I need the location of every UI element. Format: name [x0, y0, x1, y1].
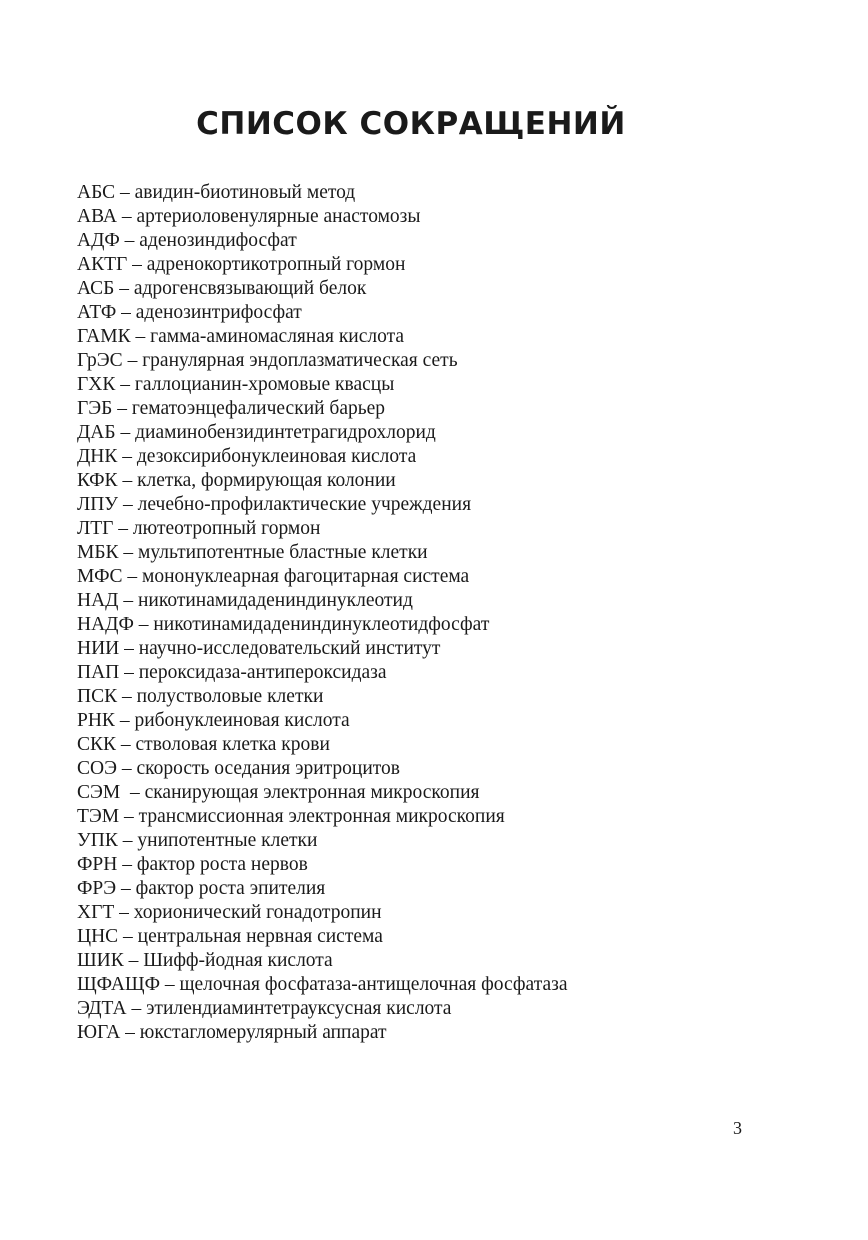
abbreviation-definition: авидин-биотиновый метод: [134, 182, 356, 203]
abbreviation-definition: адрогенсвязывающий белок: [133, 278, 367, 299]
abbreviation-entry: [77, 925, 567, 949]
abbreviation-term: МФС: [77, 566, 123, 587]
abbreviation-definition: трансмиссионная электронная микроскопия: [138, 806, 505, 827]
abbreviation-term: ГЭБ: [77, 398, 113, 419]
abbreviation-entry: [77, 589, 567, 613]
abbreviation-entry: [77, 613, 567, 637]
abbreviation-entry: [77, 1021, 567, 1045]
abbreviation-definition: стволовая клетка крови: [135, 734, 330, 755]
abbreviation-entry: [77, 757, 567, 781]
abbreviation-entry: [77, 445, 567, 469]
abbreviation-entry: [77, 685, 567, 709]
abbreviation-definition: дезоксирибонуклеиновая кислота: [136, 446, 417, 467]
abbreviation-entry: [77, 325, 567, 349]
abbreviation-dash: –: [116, 758, 137, 779]
abbreviation-dash: –: [115, 422, 136, 443]
abbreviation-definition: мультипотентные бластные клетки: [138, 542, 428, 563]
abbreviation-dash: –: [116, 734, 136, 755]
abbreviation-definition: гематоэнцефалический барьер: [131, 398, 386, 419]
abbreviation-term: ЛТГ: [77, 518, 114, 539]
abbreviation-term: АБС: [77, 182, 116, 203]
abbreviation-term: ЩФАЩФ: [77, 974, 161, 995]
abbreviation-dash: –: [119, 806, 139, 827]
abbreviation-dash: –: [126, 998, 147, 1019]
abbreviation-term: ЮГА: [77, 1022, 121, 1043]
abbreviation-term: НАДФ: [77, 614, 134, 635]
abbreviation-definition: скорость оседания эритроцитов: [136, 758, 401, 779]
abbreviation-dash: –: [122, 566, 142, 587]
abbreviation-term: МБК: [77, 542, 119, 563]
abbreviation-term: ДНК: [77, 446, 118, 467]
abbreviation-term: ГАМК: [77, 326, 131, 347]
page-title: СПИСОК СОКРАЩЕНИЙ: [196, 106, 626, 142]
abbreviation-dash: –: [130, 326, 151, 347]
abbreviation-definition: сканирующая электронная микроскопия: [144, 782, 480, 803]
abbreviation-entry: [77, 205, 567, 229]
abbreviation-term: УПК: [77, 830, 118, 851]
abbreviation-entry: [77, 661, 567, 685]
abbreviation-dash: –: [117, 686, 137, 707]
abbreviation-term: ЭДТА: [77, 998, 127, 1019]
abbreviation-dash: –: [116, 206, 137, 227]
abbreviation-entry: [77, 301, 567, 325]
abbreviation-definition: Шифф-йодная кислота: [143, 950, 333, 971]
abbreviation-entry: [77, 181, 567, 205]
abbreviation-entry: [77, 877, 567, 901]
abbreviation-entry: [77, 253, 567, 277]
abbreviation-entry: [77, 349, 567, 373]
abbreviation-entry: [77, 997, 567, 1021]
page-number: 3: [733, 1118, 742, 1138]
abbreviation-dash: –: [112, 398, 132, 419]
abbreviation-term: СОЭ: [77, 758, 117, 779]
abbreviation-dash: –: [114, 902, 134, 923]
abbreviation-definition: никотинамидадениндинуклеотидфосфат: [153, 614, 490, 635]
abbreviation-definition: лечебно-профилактические учреждения: [137, 494, 472, 515]
abbreviation-entry: [77, 733, 567, 757]
abbreviation-definition: пероксидаза-антипероксидаза: [138, 662, 387, 683]
abbreviation-entry: [77, 781, 567, 805]
abbreviation-definition: лютеотропный гормон: [132, 518, 321, 539]
abbreviation-entry: [77, 277, 567, 301]
abbreviation-entry: [77, 493, 567, 517]
abbreviation-term: ГрЭС: [77, 350, 123, 371]
abbreviation-dash: –: [117, 470, 138, 491]
abbreviation-definition: гамма-аминомасляная кислота: [150, 326, 405, 347]
abbreviation-dash: –: [122, 350, 143, 371]
abbreviation-definition: адренокортикотропный гормон: [146, 254, 406, 275]
abbreviation-term: АТФ: [77, 302, 117, 323]
abbreviation-definition: хорионический гонадотропин: [133, 902, 382, 923]
abbreviation-definition: аденозинтрифосфат: [135, 302, 302, 323]
abbreviation-entry: [77, 517, 567, 541]
abbreviation-entry: [77, 565, 567, 589]
abbreviation-dash: –: [118, 590, 138, 611]
abbreviation-term: АДФ: [77, 230, 120, 251]
abbreviation-entry: [77, 397, 567, 421]
abbreviation-term: АКТГ: [77, 254, 128, 275]
abbreviation-definition: мононуклеарная фагоцитарная система: [142, 566, 470, 587]
abbreviation-entry: [77, 805, 567, 829]
abbreviation-dash: –: [115, 182, 135, 203]
abbreviation-definition: фактор роста нервов: [136, 854, 308, 875]
abbreviation-definition: клетка, формирующая колонии: [137, 470, 396, 491]
abbreviation-term: ТЭМ: [77, 806, 120, 827]
abbreviation-entry: [77, 829, 567, 853]
abbreviation-dash: –: [118, 926, 138, 947]
abbreviation-dash: –: [133, 614, 154, 635]
abbreviation-definition: полустволовые клетки: [136, 686, 324, 707]
abbreviation-entry: [77, 469, 567, 493]
abbreviation-entry: [77, 949, 567, 973]
abbreviation-entry: [77, 901, 567, 925]
abbreviation-definition: научно-исследовательский институт: [138, 638, 441, 659]
abbreviation-definition: фактор роста эпителия: [135, 878, 326, 899]
abbreviation-term: НИИ: [77, 638, 120, 659]
abbreviation-term: ФРН: [77, 854, 118, 875]
abbreviation-term: СКК: [77, 734, 117, 755]
abbreviation-term: СЭМ: [77, 782, 121, 803]
abbreviation-term: АВА: [77, 206, 117, 227]
abbreviation-dash: –: [119, 662, 139, 683]
abbreviation-entry: [77, 637, 567, 661]
abbreviation-definition: рибонуклеиновая кислота: [134, 710, 350, 731]
abbreviation-dash: –: [120, 782, 145, 803]
abbreviation-term: НАД: [77, 590, 119, 611]
abbreviation-definition: галлоцианин-хромовые квасцы: [134, 374, 395, 395]
abbreviation-definition: никотинамидадениндинуклеотид: [137, 590, 413, 611]
abbreviation-term: ШИК: [77, 950, 124, 971]
abbreviation-dash: –: [119, 230, 140, 251]
abbreviation-entry: [77, 373, 567, 397]
abbreviation-entry: [77, 229, 567, 253]
abbreviation-dash: –: [127, 254, 147, 275]
abbreviation-list: [77, 181, 567, 1045]
abbreviation-dash: –: [160, 974, 180, 995]
abbreviation-dash: –: [116, 302, 136, 323]
abbreviation-dash: –: [119, 638, 139, 659]
abbreviation-entry: [77, 973, 567, 997]
abbreviation-definition: центральная нервная система: [137, 926, 383, 947]
abbreviation-definition: аденозиндифосфат: [139, 230, 297, 251]
abbreviation-entry: [77, 421, 567, 445]
abbreviation-entry: [77, 709, 567, 733]
abbreviation-term: ФРЭ: [77, 878, 117, 899]
abbreviation-term: ПСК: [77, 686, 118, 707]
abbreviation-dash: –: [117, 854, 137, 875]
abbreviation-entry: [77, 853, 567, 877]
abbreviation-definition: унипотентные клетки: [137, 830, 318, 851]
abbreviation-definition: этилендиаминтетрауксусная кислота: [146, 998, 452, 1019]
abbreviation-term: ПАП: [77, 662, 120, 683]
abbreviation-term: ЦНС: [77, 926, 119, 947]
abbreviation-term: ХГТ: [77, 902, 115, 923]
abbreviation-term: ГХК: [77, 374, 116, 395]
abbreviation-dash: –: [114, 710, 135, 731]
abbreviation-dash: –: [113, 518, 133, 539]
abbreviation-term: АСБ: [77, 278, 115, 299]
abbreviation-definition: гранулярная эндоплазматическая сеть: [142, 350, 458, 371]
abbreviation-term: ДАБ: [77, 422, 116, 443]
abbreviation-dash: –: [120, 1022, 140, 1043]
abbreviation-definition: диаминобензидинтетрагидрохлорид: [135, 422, 436, 443]
abbreviation-dash: –: [114, 278, 134, 299]
abbreviation-dash: –: [115, 374, 135, 395]
abbreviation-dash: –: [118, 542, 139, 563]
abbreviation-term: КФК: [77, 470, 118, 491]
abbreviation-dash: –: [118, 494, 138, 515]
abbreviation-dash: –: [117, 830, 138, 851]
abbreviation-definition: юкстагломерулярный аппарат: [139, 1022, 387, 1043]
abbreviation-term: ЛПУ: [77, 494, 119, 515]
abbreviation-dash: –: [117, 446, 137, 467]
abbreviation-dash: –: [116, 878, 136, 899]
abbreviation-definition: щелочная фосфатаза-антищелочная фосфатаза: [179, 974, 568, 995]
abbreviation-dash: –: [123, 950, 144, 971]
abbreviation-entry: [77, 541, 567, 565]
abbreviation-definition: артериоловенулярные анастомозы: [136, 206, 421, 227]
abbreviation-term: РНК: [77, 710, 115, 731]
